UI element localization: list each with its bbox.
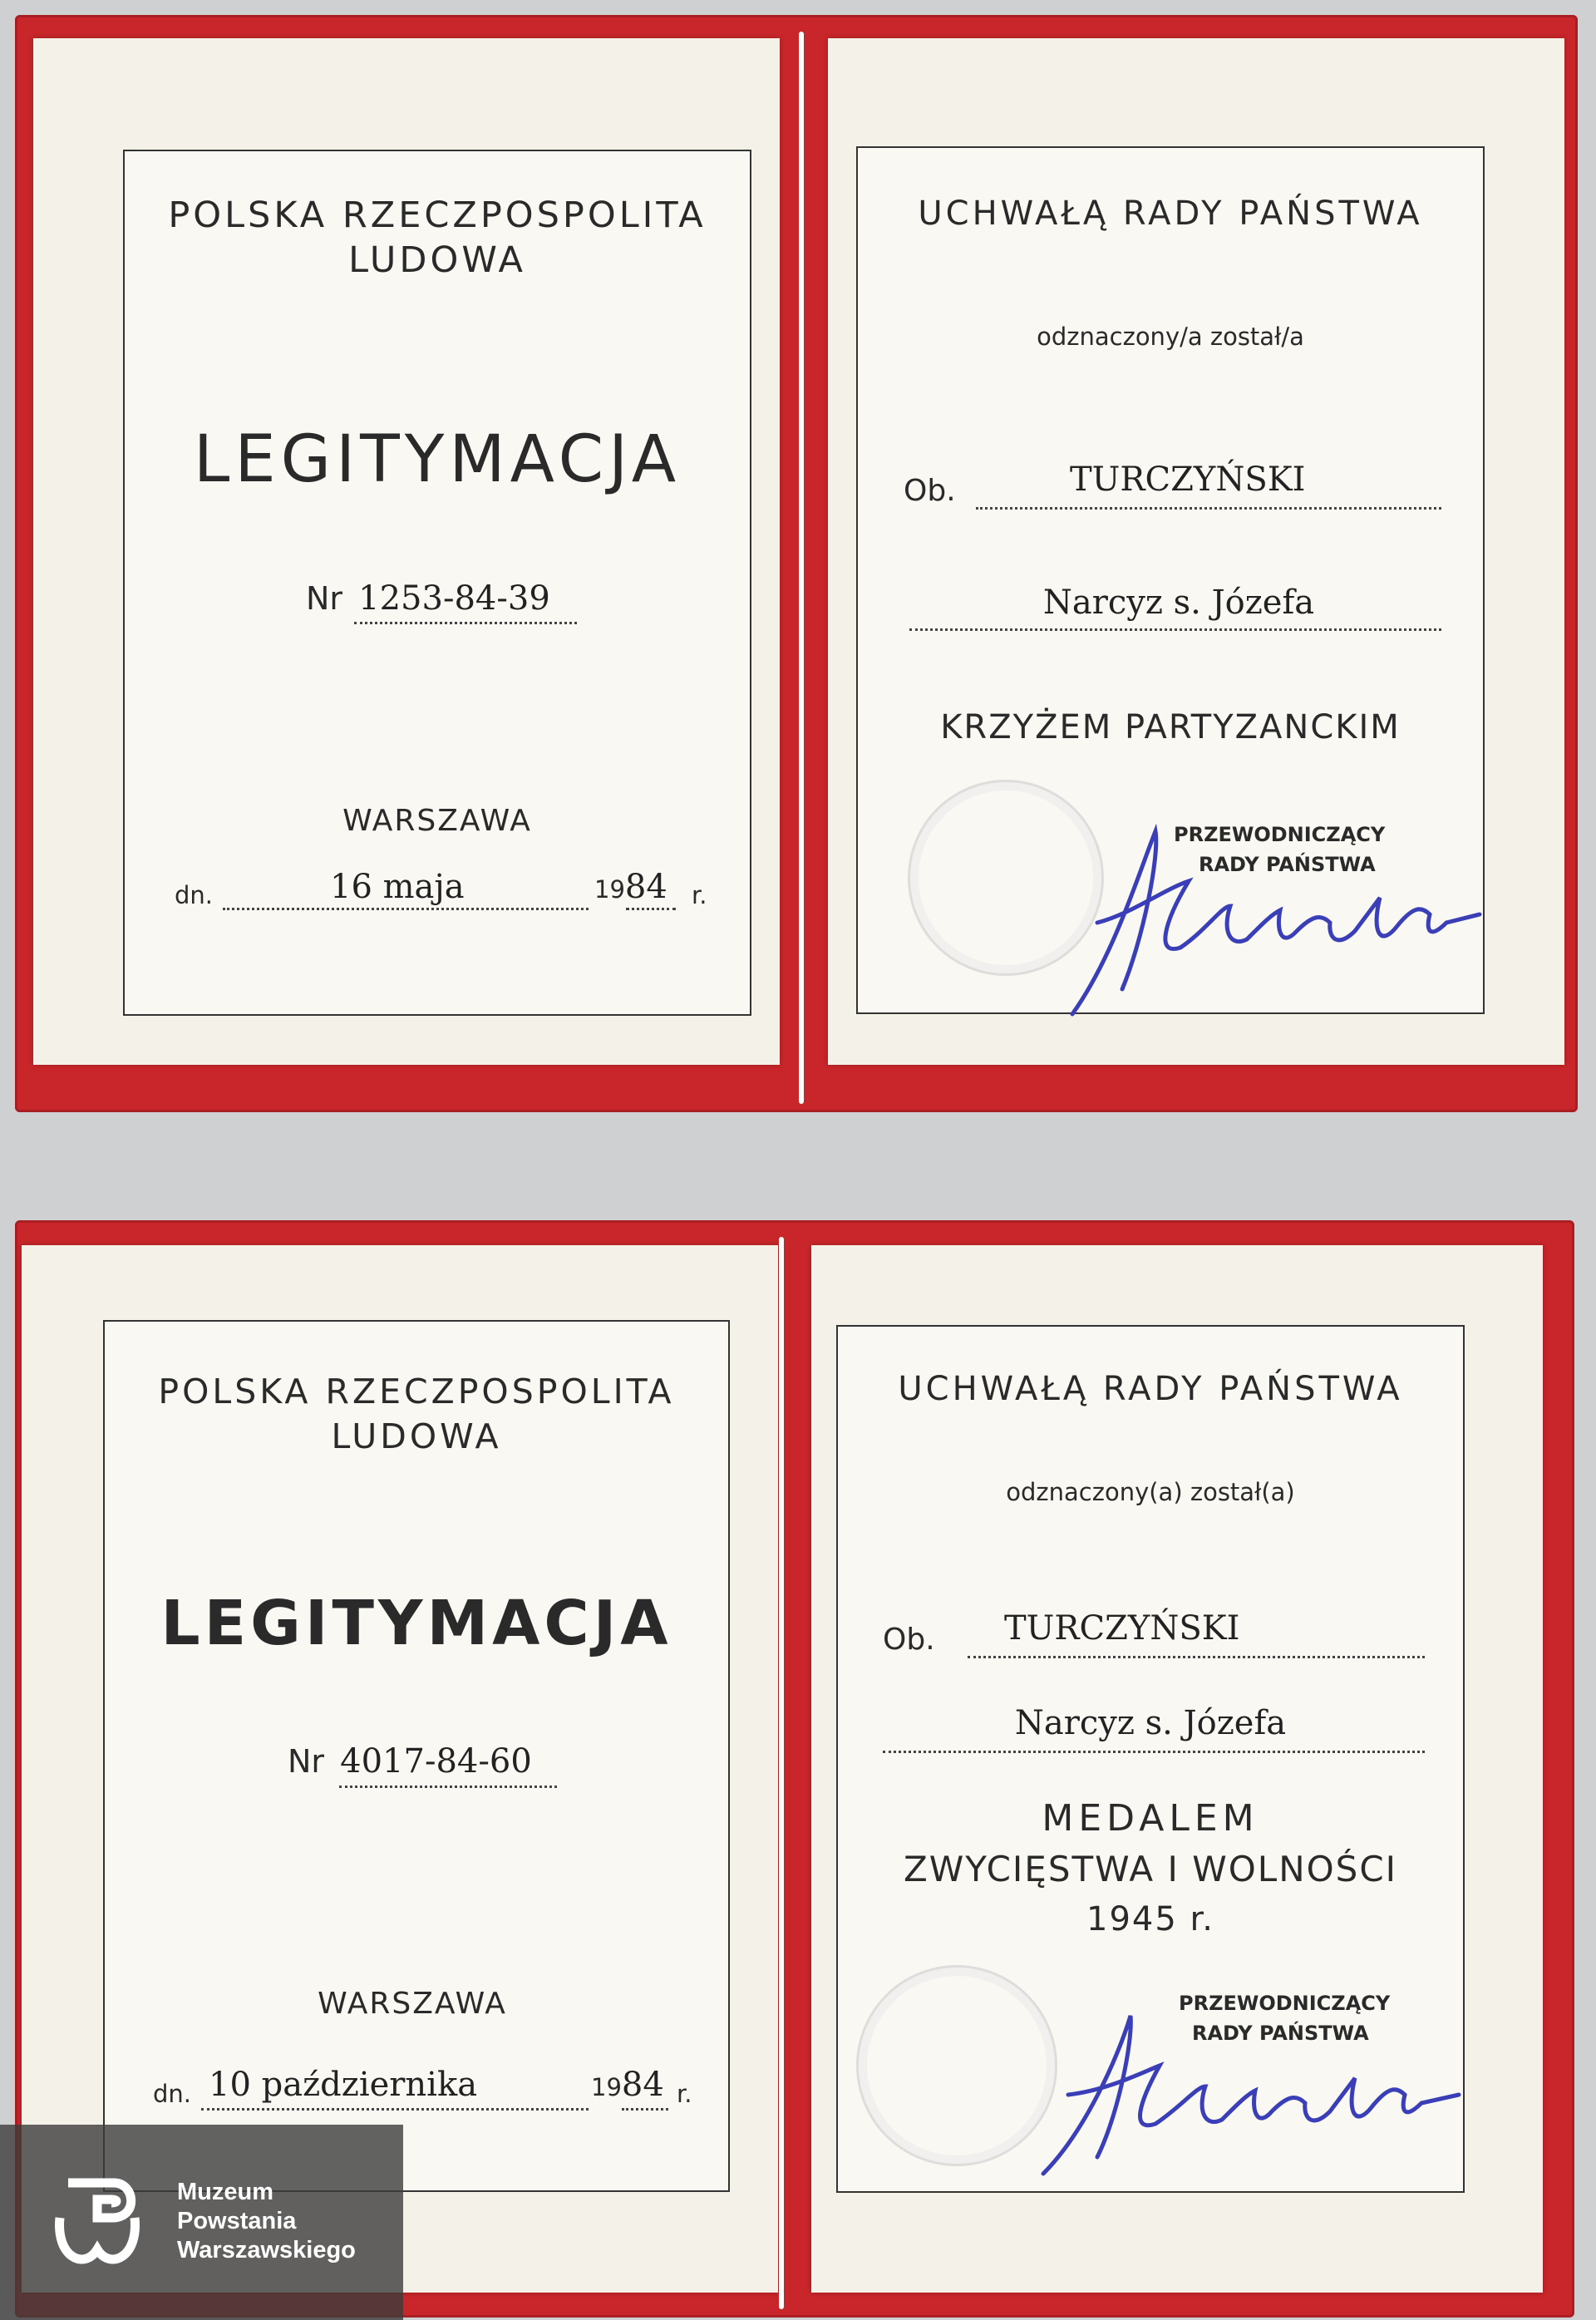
chair-line1: PRZEWODNICZĄCY bbox=[1174, 823, 1386, 846]
year-suffix: 84 bbox=[621, 2066, 664, 2104]
state-name-line2: LUDOWA bbox=[348, 239, 526, 281]
embossed-seal bbox=[856, 1965, 1057, 2166]
city: WARSZAWA bbox=[318, 1987, 507, 2021]
date-prefix: dn. bbox=[153, 2080, 192, 2108]
year-prefix: 19 bbox=[591, 2073, 622, 2101]
nr-value: 4017-84-60 bbox=[340, 1742, 532, 1781]
card2-left-frame bbox=[103, 1320, 730, 2192]
decoration-line2: ZWYCIĘSTWA I WOLNOŚCI bbox=[903, 1849, 1398, 1889]
surname: TURCZYŃSKI bbox=[1004, 1609, 1240, 1648]
year-prefix: 19 bbox=[594, 875, 625, 904]
museum-watermark bbox=[0, 2125, 403, 2320]
awarded-text: odznaczony(a) został(a) bbox=[1006, 1478, 1295, 1506]
chair-line2: RADY PAŃSTWA bbox=[1199, 853, 1376, 876]
date-value: 10 października bbox=[209, 2066, 478, 2104]
binding-thread bbox=[779, 1237, 784, 2309]
date-prefix: dn. bbox=[175, 881, 214, 909]
nr-label: Nr bbox=[288, 1743, 325, 1780]
chair-line1: PRZEWODNICZĄCY bbox=[1179, 1992, 1391, 2015]
document-title: LEGITYMACJA bbox=[193, 422, 682, 497]
state-name-line1: POLSKA RZECZPOSPOLITA bbox=[168, 195, 707, 236]
given-name: Narcyz s. Józefa bbox=[1014, 1704, 1287, 1742]
awarded-text: odznaczony/a został/a bbox=[1037, 323, 1304, 351]
ob-label: Ob. bbox=[883, 1623, 935, 1657]
year-end: r. bbox=[692, 881, 707, 909]
city: WARSZAWA bbox=[342, 804, 532, 838]
museum-logo-icon bbox=[52, 2166, 151, 2274]
year-end: r. bbox=[677, 2080, 692, 2108]
state-name-line1: POLSKA RZECZPOSPOLITA bbox=[158, 1372, 675, 1411]
ob-label: Ob. bbox=[904, 474, 956, 508]
decoration-name: KRZYŻEM PARTYZANCKIM bbox=[940, 708, 1401, 746]
binding-thread bbox=[799, 32, 804, 1104]
museum-name-line1: Muzeum bbox=[177, 2179, 273, 2205]
card1-left-frame bbox=[123, 150, 751, 1016]
museum-name-line3: Warszawskiego bbox=[177, 2237, 356, 2263]
chairman-signature bbox=[1035, 2007, 1484, 2182]
nr-value: 1253-84-39 bbox=[358, 579, 550, 618]
surname: TURCZYŃSKI bbox=[1070, 461, 1306, 499]
chairman-signature bbox=[1064, 823, 1513, 1022]
decoration-line1: MEDALEM bbox=[1042, 1797, 1259, 1840]
date-value: 16 maja bbox=[330, 868, 465, 906]
given-name: Narcyz s. Józefa bbox=[1042, 584, 1315, 622]
year-suffix: 84 bbox=[624, 868, 667, 906]
museum-name-line2: Powstania bbox=[177, 2208, 297, 2234]
council-resolution: UCHWAŁĄ RADY PAŃSTWA bbox=[918, 195, 1423, 233]
nr-label: Nr bbox=[306, 580, 343, 617]
decoration-line3: 1945 r. bbox=[1086, 1900, 1214, 1938]
state-name-line2: LUDOWA bbox=[331, 1416, 502, 1456]
document-title: LEGITYMACJA bbox=[160, 1588, 672, 1659]
chair-line2: RADY PAŃSTWA bbox=[1192, 2022, 1369, 2045]
council-resolution: UCHWAŁĄ RADY PAŃSTWA bbox=[898, 1370, 1403, 1408]
